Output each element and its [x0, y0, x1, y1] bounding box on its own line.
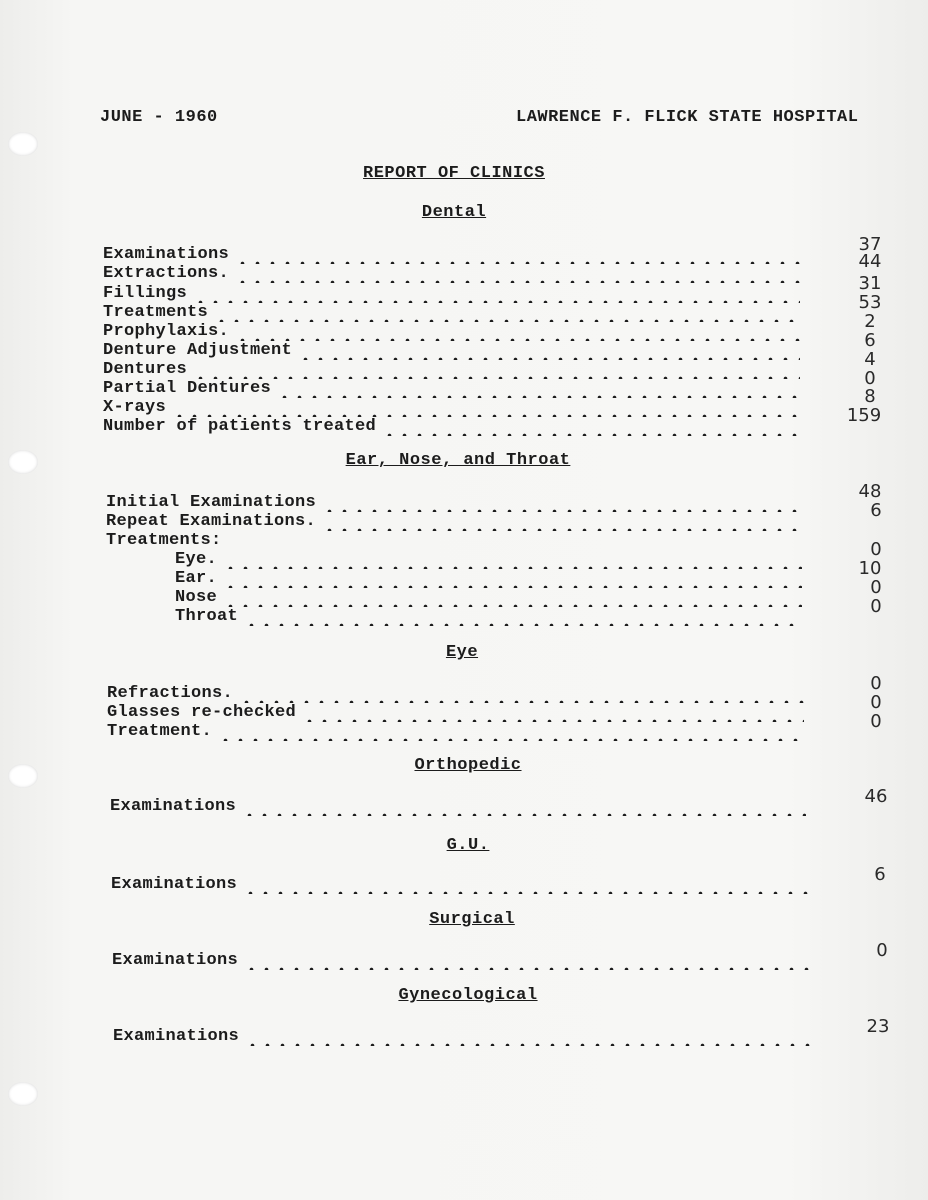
section-title-surgical: Surgical: [429, 910, 515, 929]
row-label: Initial Examinations: [106, 493, 317, 512]
row-label: Refractions.: [107, 684, 234, 703]
dental-row: [103, 284, 800, 303]
row-label: Denture Adjustment: [103, 341, 293, 360]
dot-leader: [302, 703, 804, 722]
dot-leader: [218, 722, 804, 741]
dental-row: [103, 379, 800, 398]
eye-row: [107, 722, 804, 741]
dot-leader: [277, 379, 800, 398]
report-title: REPORT OF CLINICS: [363, 164, 545, 183]
section-title-gynecological: Gynecological: [398, 986, 538, 1005]
row-value: 0: [870, 711, 882, 732]
dental-row: [103, 245, 800, 264]
dental-row: [103, 264, 800, 283]
treatment-row: [175, 607, 802, 626]
dot-leader: [382, 417, 800, 436]
row-label: Examinations: [103, 245, 230, 264]
row-value: 0: [876, 940, 888, 961]
dot-leader: [242, 797, 806, 816]
row-label: Eye.: [175, 550, 218, 569]
dental-row: [103, 398, 800, 417]
dot-leader: [172, 398, 800, 417]
row-value: 4: [864, 349, 876, 370]
row-label: Examinations: [113, 1027, 240, 1046]
row-value: 0: [870, 539, 882, 560]
row-label: Dentures: [103, 360, 188, 379]
dot-leader: [322, 512, 802, 531]
row-value: 8: [864, 386, 876, 407]
row-value: 159: [846, 405, 882, 426]
surgical-row: [112, 951, 809, 970]
dental-row: [103, 341, 800, 360]
row-value: 0: [870, 596, 882, 617]
dental-row: [103, 417, 800, 436]
row-value: 48: [858, 481, 882, 502]
row-label: Treatment.: [107, 722, 213, 741]
row-label: Examinations: [112, 951, 239, 970]
eye-row: [107, 703, 804, 722]
dot-leader: [235, 264, 800, 283]
treatment-row: [175, 588, 802, 607]
row-value: 0: [870, 577, 882, 598]
gynecological-row: [113, 1027, 810, 1046]
punch-hole: [8, 1082, 38, 1106]
row-value: 46: [864, 786, 888, 807]
dental-row: [103, 360, 800, 379]
dot-leader: [193, 360, 800, 379]
row-value: 6: [874, 864, 886, 885]
section-title-ent: Ear, Nose, and Throat: [345, 451, 571, 470]
treatments-label: Treatments:: [106, 531, 222, 550]
row-value: 0: [870, 673, 882, 694]
dot-leader: [244, 951, 809, 970]
row-value: 53: [858, 292, 882, 313]
section-title-eye: Eye: [445, 643, 479, 662]
row-value: 0: [864, 368, 876, 389]
dot-leader: [239, 684, 804, 703]
row-value: 37: [858, 234, 882, 255]
row-value: 2: [864, 311, 876, 332]
row-label: Glasses re-checked: [107, 703, 297, 722]
dot-leader: [298, 341, 800, 360]
row-label: Examinations: [110, 797, 237, 816]
treatments-heading: [106, 531, 306, 550]
row-label: Examinations: [111, 875, 238, 894]
dot-leader: [235, 245, 800, 264]
gu-row: [111, 875, 808, 894]
row-value: 10: [858, 558, 882, 579]
row-value: 31: [858, 273, 882, 294]
dental-row: [103, 303, 800, 322]
section-title-dental: Dental: [421, 203, 487, 222]
treatment-row: [175, 550, 802, 569]
row-label: Prophylaxis.: [103, 322, 230, 341]
row-label: Number of patients treated: [103, 417, 377, 436]
row-label: Nose: [175, 588, 218, 607]
row-value: 6: [870, 500, 882, 521]
dental-row: [103, 322, 800, 341]
dot-leader: [214, 303, 800, 322]
row-label: Extractions.: [103, 264, 230, 283]
row-label: Repeat Examinations.: [106, 512, 317, 531]
eye-row: [107, 684, 804, 703]
dot-leader: [223, 569, 802, 588]
punch-hole: [8, 132, 38, 156]
dot-leader: [193, 284, 800, 303]
row-value: 44: [858, 251, 882, 272]
dot-leader: [223, 550, 802, 569]
section-title-orthopedic: Orthopedic: [414, 756, 522, 775]
row-label: Partial Dentures: [103, 379, 272, 398]
row-value: 6: [864, 330, 876, 351]
row-label: X-rays: [103, 398, 167, 417]
row-value: 0: [870, 692, 882, 713]
row-label: Treatments: [103, 303, 209, 322]
treatment-row: [175, 569, 802, 588]
report-date: JUNE - 1960: [100, 108, 218, 127]
row-label: Fillings: [103, 284, 188, 303]
dot-leader: [245, 1027, 810, 1046]
row-value: 23: [866, 1016, 890, 1037]
dot-leader: [243, 875, 808, 894]
ent-row: [106, 493, 802, 512]
dot-leader: [235, 322, 800, 341]
row-label: Ear.: [175, 569, 218, 588]
dot-leader: [244, 607, 802, 626]
row-label: Throat: [175, 607, 239, 626]
ent-row: [106, 512, 802, 531]
section-title-gu: G.U.: [446, 836, 490, 855]
dot-leader: [322, 493, 802, 512]
orthopedic-row: [110, 797, 806, 816]
institution-name: LAWRENCE F. FLICK STATE HOSPITAL: [516, 108, 859, 127]
dot-leader: [223, 588, 802, 607]
